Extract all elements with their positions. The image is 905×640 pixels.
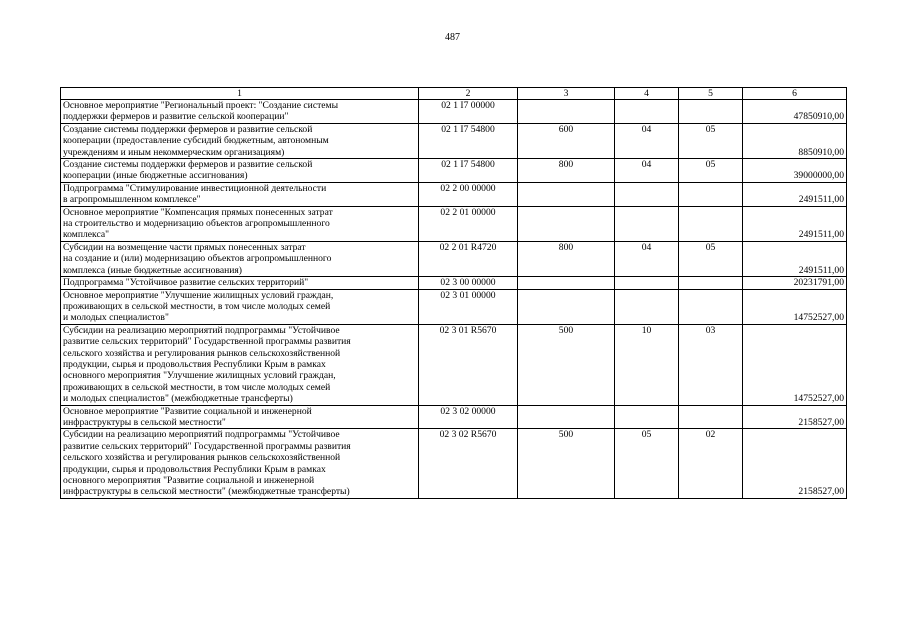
table-row: [61, 159, 847, 183]
table-row: [61, 324, 847, 405]
classification-code-cell: 02 3 01 00000: [419, 289, 518, 324]
classification-code-cell: 02 3 00 00000: [419, 277, 518, 289]
item-name-line: и молодых специалистов" (межбюджетные трансферты): [63, 393, 293, 405]
item-name-line: учреждениям и иным некоммерческим организациям): [63, 146, 285, 158]
item-name-line: сельского хозяйства и регулирования рынков сельскохозяйственной: [63, 452, 341, 464]
classification-code-cell: 02 2 01 00000: [419, 206, 518, 241]
column-5-cell: 02: [679, 429, 743, 498]
column-5-cell: [679, 289, 743, 324]
table-row: [61, 405, 847, 429]
amount-cell: 8850910,00: [743, 123, 847, 158]
item-name-line: Субсидии на возмещение части прямых понесенных затрат: [63, 241, 306, 253]
column-header: 6: [743, 88, 847, 100]
column-3-cell: 800: [518, 159, 615, 183]
column-4-cell: [615, 289, 679, 324]
item-name-line: в агропромышленном комплексе": [63, 194, 201, 206]
classification-code-cell: 02 2 00 00000: [419, 182, 518, 206]
classification-code-cell: 02 1 I7 00000: [419, 100, 518, 124]
item-name-line: Создание системы поддержки фермеров и развитие сельской: [63, 159, 313, 171]
item-name-line: на создание и (или) модернизацию объектов агропромышленного: [63, 253, 332, 265]
column-5-cell: 05: [679, 159, 743, 183]
item-name-cell: [61, 182, 419, 206]
column-4-cell: 05: [615, 429, 679, 498]
amount-cell: 47850910,00: [743, 100, 847, 124]
table-row: [61, 206, 847, 241]
item-name-line: Субсидии на реализацию мероприятий подпрограммы "Устойчивое: [63, 324, 340, 336]
column-header: 4: [615, 88, 679, 100]
table-row: [61, 429, 847, 498]
item-name-line: комплекса (иные бюджетные ассигнования): [63, 264, 243, 276]
item-name-line: развитие сельских территорий" Государственной программы развития: [63, 336, 351, 348]
column-4-cell: 04: [615, 241, 679, 276]
column-4-cell: [615, 100, 679, 124]
item-name-line: и молодых специалистов": [63, 312, 169, 324]
header-row: [61, 88, 847, 100]
item-name-cell: [61, 241, 419, 276]
item-name-line: проживающих в сельской местности, в том числе молодых семей: [63, 381, 331, 393]
item-name-line: Субсидии на реализацию мероприятий подпрограммы "Устойчивое: [63, 429, 340, 441]
column-3-cell: [518, 277, 615, 289]
amount-cell: 39000000,00: [743, 159, 847, 183]
column-3-cell: 600: [518, 123, 615, 158]
item-name-line: Создание системы поддержки фермеров и развитие сельской: [63, 123, 313, 135]
item-name-cell: [61, 277, 419, 289]
item-name-line: Основное мероприятие "Улучшение жилищных условий граждан,: [63, 289, 334, 301]
column-3-cell: 800: [518, 241, 615, 276]
page-number: 487: [445, 32, 460, 43]
item-name-line: развитие сельских территорий" Государственной программы развития: [63, 440, 351, 452]
item-name-cell: [61, 289, 419, 324]
classification-code-cell: 02 1 I7 54800: [419, 123, 518, 158]
column-4-cell: [615, 405, 679, 429]
item-name-line: продукции, сырья и продовольствия Республики Крым в рамках: [63, 463, 326, 475]
column-4-cell: [615, 277, 679, 289]
item-name-cell: [61, 324, 419, 405]
column-header: 3: [518, 88, 615, 100]
item-name-line: кооперации (иные бюджетные ассигнования): [63, 170, 248, 182]
item-name-line: основного мероприятия "Развитие социальной и инженерной: [63, 475, 315, 486]
item-name-cell: [61, 206, 419, 241]
classification-code-cell: 02 3 01 R5670: [419, 324, 518, 405]
column-4-cell: 04: [615, 159, 679, 183]
column-3-cell: [518, 182, 615, 206]
item-name-line: поддержки фермеров и развитие сельской кооперации": [63, 111, 289, 123]
item-name-line: Подпрограмма "Стимулирование инвестиционной деятельности: [63, 182, 327, 194]
amount-cell: 2158527,00: [743, 429, 847, 498]
item-name-cell: [61, 429, 419, 498]
column-5-cell: 05: [679, 123, 743, 158]
item-name-line: кооперации (предоставление субсидий бюджетным, автономным: [63, 135, 329, 147]
column-3-cell: [518, 289, 615, 324]
column-3-cell: [518, 405, 615, 429]
item-name-line: Основное мероприятие "Региональный проект: "Создание системы: [63, 100, 339, 111]
item-name-line: на строительство и модернизацию объектов агропромышленного: [63, 218, 330, 230]
item-name-line: комплекса": [63, 229, 110, 241]
table-row: [61, 277, 847, 289]
column-header: 1: [61, 88, 419, 100]
table-row: [61, 182, 847, 206]
item-name-line: основного мероприятия "Улучшение жилищных условий граждан,: [63, 370, 336, 382]
item-name-line: Основное мероприятие "Развитие социальной и инженерной: [63, 405, 312, 417]
table-row: [61, 241, 847, 276]
table-row: [61, 123, 847, 158]
column-header: 5: [679, 88, 743, 100]
amount-cell: 2491511,00: [743, 206, 847, 241]
amount-cell: 14752527,00: [743, 289, 847, 324]
item-name-line: продукции, сырья и продовольствия Республики Крым в рамках: [63, 358, 326, 370]
column-3-cell: [518, 206, 615, 241]
table-row: [61, 100, 847, 124]
column-3-cell: 500: [518, 429, 615, 498]
table-row: [61, 289, 847, 324]
column-4-cell: 10: [615, 324, 679, 405]
amount-cell: 20231791,00: [743, 277, 847, 289]
item-name-cell: [61, 405, 419, 429]
item-name-line: инфраструктуры в сельской местности" (межбюджетные трансферты): [63, 486, 350, 498]
column-4-cell: 04: [615, 123, 679, 158]
budget-table: [60, 87, 847, 499]
item-name-line: сельского хозяйства и регулирования рынков сельскохозяйственной: [63, 347, 341, 359]
item-name-cell: [61, 100, 419, 124]
column-5-cell: [679, 182, 743, 206]
item-name-cell: [61, 123, 419, 158]
classification-code-cell: 02 3 02 R5670: [419, 429, 518, 498]
item-name-line: Подпрограмма "Устойчивое развитие сельских территорий": [63, 277, 309, 289]
column-5-cell: [679, 277, 743, 289]
item-name-line: проживающих в сельской местности, в том числе молодых семей: [63, 300, 331, 312]
column-3-cell: 500: [518, 324, 615, 405]
classification-code-cell: 02 1 I7 54800: [419, 159, 518, 183]
item-name-line: инфраструктуры в сельской местности": [63, 416, 226, 428]
column-5-cell: [679, 206, 743, 241]
column-5-cell: 03: [679, 324, 743, 405]
amount-cell: 2491511,00: [743, 241, 847, 276]
column-5-cell: [679, 100, 743, 124]
amount-cell: 14752527,00: [743, 324, 847, 405]
column-5-cell: 05: [679, 241, 743, 276]
column-header: 2: [419, 88, 518, 100]
item-name-cell: [61, 159, 419, 183]
amount-cell: 2158527,00: [743, 405, 847, 429]
column-5-cell: [679, 405, 743, 429]
column-4-cell: [615, 182, 679, 206]
amount-cell: 2491511,00: [743, 182, 847, 206]
classification-code-cell: 02 3 02 00000: [419, 405, 518, 429]
classification-code-cell: 02 2 01 R4720: [419, 241, 518, 276]
column-4-cell: [615, 206, 679, 241]
column-3-cell: [518, 100, 615, 124]
item-name-line: Основное мероприятие "Компенсация прямых понесенных затрат: [63, 206, 333, 218]
